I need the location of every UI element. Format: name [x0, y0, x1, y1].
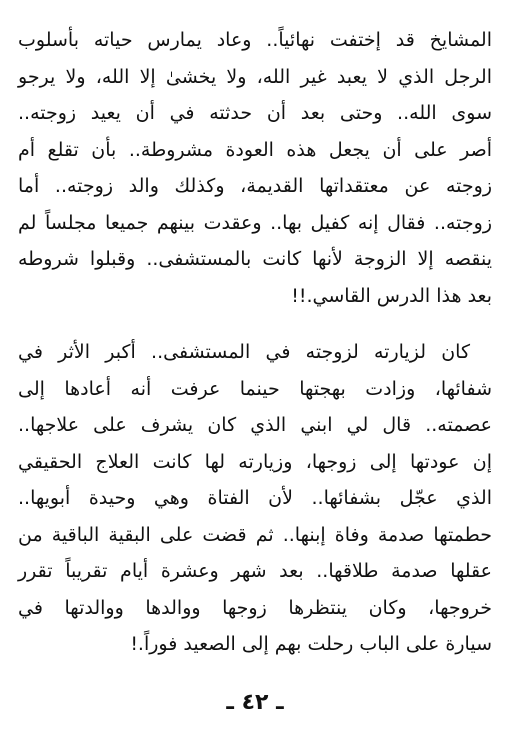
text-line: زوجته عن معتقداتها القديمة، وكذلك والد زوجته.. أما	[18, 175, 492, 197]
text-line: سيارة على الباب رحلت بهم إلى الصعيد فوراً.!	[130, 633, 492, 655]
text-line: خروجها، وكان ينتظرها زوجها ووالدها ووالدتها في	[18, 596, 492, 619]
text-line: كان لزيارته لزوجته في المستشفى.. أكبر الأثر في	[18, 341, 470, 363]
text-line: حطمتها صدمة وفاة إبنها.. ثم قضت على البقية الباقية من	[18, 523, 492, 546]
text-line: عقلها صدمة طلاقها.. بعد شهر وعشرة أيام تقريباً تقرر	[18, 560, 492, 582]
text-line: بعد هذا الدرس القاسي.!!	[291, 284, 492, 307]
text-line: سوى الله.. وحتى بعد أن حدثته في أن يعيد زوجته..	[18, 102, 492, 124]
paragraph-2	[18, 334, 492, 663]
text-line: ينقصه إلا الزوجة لأنها كانت بالمستشفى.. وقبلوا شروطه	[18, 248, 492, 270]
text-line: شفائها، وزادت بهجتها حينما عرفت أنه أعادها إلى	[18, 377, 492, 400]
text-line: زوجته.. فقال إنه كفيل بها.. وعقدت بينهم جميعا مجلساً لم	[18, 211, 492, 234]
page-number: ـ ٤٢ ـ	[226, 690, 284, 715]
text-line: أصر على أن يجعل هذه العودة مشروطة.. بأن تقلع أم	[18, 138, 492, 161]
text-line: عصمته.. قال لي ابني الذي كان يشرف على علاجها..	[18, 414, 492, 436]
text-line: الرجل الذي لا يعبد غير الله، ولا يخشىٰ إلا الله، ولا يرجو	[18, 65, 492, 88]
text-line: إن عودتها إلى زوجها، وزيارته لها كانت العلاج الحقيقي	[18, 450, 492, 473]
text-line: الذي عجّل بشفائها.. لأن الفتاة وهي وحيدة أبويها..	[18, 487, 492, 509]
text-line: المشايخ قد إختفت نهائياً.. وعاد يمارس حياته بأسلوب	[18, 29, 492, 51]
paragraph-1	[18, 22, 492, 314]
